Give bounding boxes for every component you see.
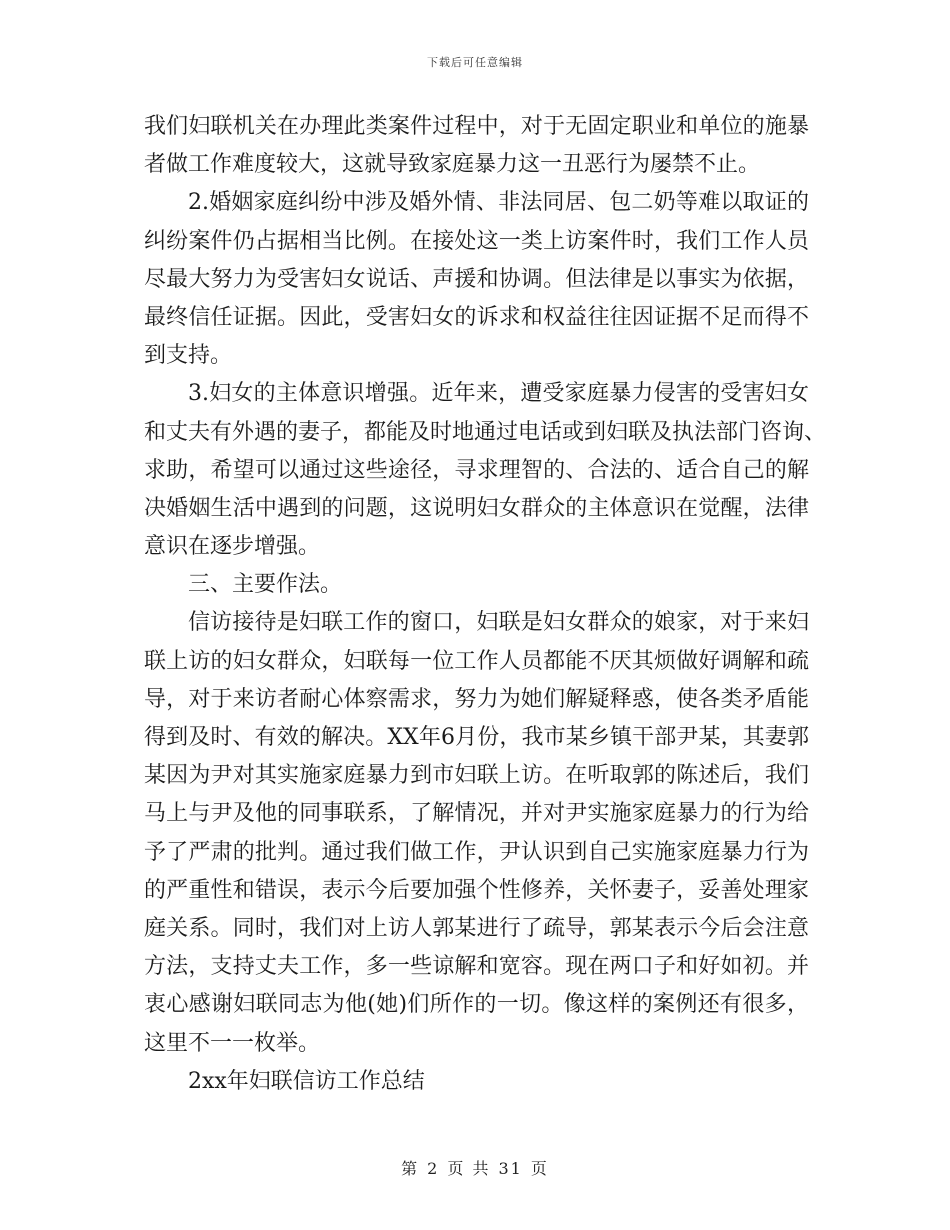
footer-total-pages: 31: [498, 1159, 523, 1178]
paragraph-line: 信访接待是妇联工作的窗口，妇联是妇女群众的娘家，对于来妇: [188, 610, 809, 636]
page-footer: [0, 1156, 950, 1179]
paragraph-line: 我们妇联机关在办理此类案件过程中，对于无固定职业和单位的施暴: [144, 114, 809, 139]
paragraph-line: 决婚姻生活中遇到的问题，这说明妇女群众的主体意识在觉醒，法律: [144, 495, 809, 521]
paragraph-line: 3.妇女的主体意识增强。近年来，遭受家庭暴力侵害的受害妇女: [188, 381, 809, 407]
paragraph-line: 某因为尹对其实施家庭暴力到市妇联上访。在听取郭的陈述后，我们: [144, 763, 809, 789]
footer-page-number: 2: [427, 1159, 440, 1178]
paragraph-line: 和丈夫有外遇的妻子，都能及时地通过电话或到妇联及执法部门咨询、: [144, 419, 827, 445]
paragraph-line: 的严重性和错误，表示今后要加强个性修养，关怀妻子，妥善处理家: [144, 877, 809, 903]
paragraph-line: 最终信任证据。因此，受害妇女的诉求和权益往往因证据不足而得不: [144, 304, 809, 330]
paragraph-line: 庭关系。同时，我们对上访人郭某进行了疏导，郭某表示今后会注意: [144, 915, 809, 941]
paragraph-line: 者做工作难度较大，这就导致家庭暴力这一丑恶行为屡禁不止。: [144, 152, 761, 178]
paragraph-line: 导，对于来访者耐心体察需求，努力为她们解疑释惑，使各类矛盾能: [144, 686, 809, 712]
paragraph-line: 求助，希望可以通过这些途径，寻求理智的、合法的、适合自己的解: [144, 457, 809, 483]
section-heading: 三、主要作法。: [188, 572, 343, 598]
paragraph-line: 予了严肃的批判。通过我们做工作，尹认识到自己实施家庭暴力行为: [144, 839, 809, 865]
footer-prefix: 第: [401, 1159, 420, 1178]
page-header: 下载后可任意编辑: [427, 56, 523, 69]
paragraph-line: 2.婚姻家庭纠纷中涉及婚外情、非法同居、包二奶等难以取证的: [188, 190, 809, 216]
paragraph-line: 到支持。: [144, 343, 233, 369]
paragraph-line: 尽最大努力为受害妇女说话、声援和协调。但法律是以事实为依据，: [144, 266, 809, 292]
paragraph-line: 衷心感谢妇联同志为他(她)们所作的一切。像这样的案例还有很多，: [144, 992, 809, 1018]
paragraph-line: 得到及时、有效的解决。XX年6月份，我市某乡镇干部尹某，其妻郭: [144, 725, 809, 750]
section-title: 2xx年妇联信访工作总结: [188, 1068, 425, 1094]
document-body: [144, 108, 827, 1101]
paragraph-line: 纠纷案件仍占据相当比例。在接处这一类上访案件时，我们工作人员: [144, 228, 809, 254]
paragraph-line: 马上与尹及他的同事联系，了解情况，并对尹实施家庭暴力的行为给: [144, 801, 809, 827]
paragraph-line: 意识在逐步增强。: [144, 534, 321, 560]
footer-middle: 页 共: [447, 1159, 491, 1178]
paragraph-line: 这里不一一枚举。: [144, 1030, 321, 1056]
paragraph-line: 方法，支持丈夫工作，多一些谅解和宽容。现在两口子和好如初。并: [144, 954, 809, 980]
paragraph-line: 联上访的妇女群众，妇联每一位工作人员都能不厌其烦做好调解和疏: [144, 648, 809, 674]
footer-suffix: 页: [530, 1159, 549, 1178]
